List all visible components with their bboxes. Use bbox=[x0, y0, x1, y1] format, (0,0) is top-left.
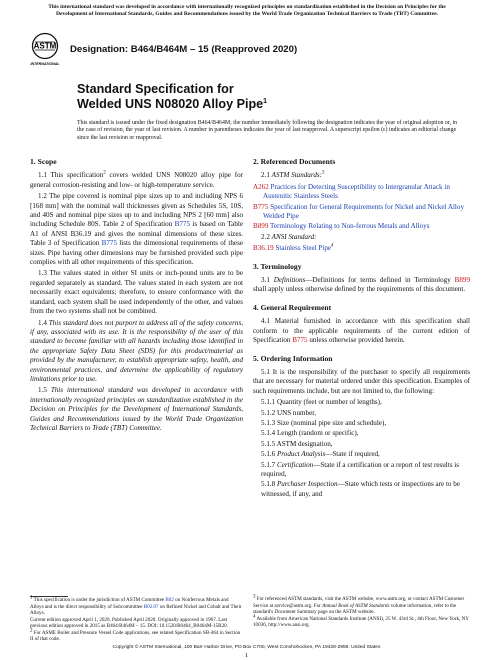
designation bbox=[70, 44, 297, 55]
para-4-1: 4.1 Material furnished in accordance with this specification shall conform to the applicable requirements of the current edition of Specification B775 unless otherwise provided herein. bbox=[253, 317, 470, 345]
section-2-heading: 2. Referenced Documents bbox=[253, 157, 336, 166]
title-line-2: Welded UNS N08020 Alloy Pipe$^1$ bbox=[77, 97, 268, 111]
ref-b36-19: B36.19 Stainless Steel Pipe$^4$ bbox=[253, 243, 334, 253]
link-b899[interactable]: B899 bbox=[253, 222, 269, 231]
footnote-4: $^4$ Available from American National Standards Institute (ANSI), 25 W. 43rd St., 4th Floor, New York, NY 10036, http://www.ansi.org. bbox=[253, 613, 469, 628]
link-b02-07[interactable]: B02.07 bbox=[143, 603, 159, 610]
footnotes-left bbox=[30, 596, 243, 643]
svg-text:INTERNATIONAL: INTERNATIONAL bbox=[30, 62, 60, 66]
ansi-standard-label: 2.2 ANSI Standard: bbox=[261, 232, 317, 241]
document-title bbox=[77, 82, 267, 112]
para-1-5: 1.5 This international standard was developed in accordance with internationally recognized principles on standardization established in the Decision on Principles for the Development of International Standards, Guides and Recommendations issued by the World Trade Organization Technical Barriers to Trade (TBT) Committee. bbox=[30, 386, 243, 432]
para-1-2: 1.2 The pipe covered is nominal pipe sizes up to and including NPS 6 [168 mm] with the nominal wall thicknesses given as Schedules 5S, 10S, and 40S and nominal pipe sizes up to and including NPS 2 [60 mm] also including Schedule 80S. Table 2 of Specification B775 is based on Table A1 of ANSI B36.19 and gives the nominal dimensions of these sizes. Table 3 of Specification B775 lists the dimensional requirements of these sizes. Pipe having other dimensions may be furnished provided such pipe complies with all other requirements of this specification. bbox=[30, 192, 243, 267]
astm-logo-icon bbox=[30, 32, 60, 68]
reapproved: (Reapproved 2020) bbox=[211, 44, 298, 55]
footnote-1: $^1$ This specification is under the jurisdiction of ASTM Committee B02 on Nonferrous Metals and Alloys and is the direct responsibility of Subcommittee B02.07 on Refined Nickel and Cobalt and Their Alloys. bbox=[30, 595, 242, 616]
page-number: 1 bbox=[244, 652, 249, 659]
link-b775[interactable]: B775 bbox=[174, 220, 190, 229]
link-b899[interactable]: B899 bbox=[454, 276, 471, 285]
list-item: 5.1.4 Length (random or specific), bbox=[261, 429, 359, 438]
para-5-1: 5.1 It is the responsibility of the purchaser to specify all requirements that are necessary for material ordered under this specification. Examples of such requirements include, but are not limited to, the following: bbox=[253, 367, 470, 395]
para-1-4: 1.4 This standard does not purport to address all of the safety concerns, if any, associated with its use. It is the responsibility of the user of this standard to become familiar with all hazards including those identified in the appropriate Safety Data Sheet (SDS) for this product/material as provided by the manufacturer, to establish appropriate safety, health, and environmental practices, and determine the applicability of regulatory limitations prior to use. bbox=[30, 318, 244, 383]
ref-b775: B775 Specification for General Requirements for Nickel and Nickel Alloy Welded Pipe bbox=[253, 202, 464, 221]
para-1-1: 1.1 This specification$^2$ covers welded UNS N08020 alloy pipe for general corrosion-resisting and low- or high-temperature service. bbox=[30, 171, 243, 189]
left-column bbox=[30, 157, 243, 435]
link-b02[interactable]: B02 bbox=[165, 597, 174, 603]
link-b775[interactable]: B775 bbox=[292, 336, 308, 345]
ref-a262: A262 Practices for Detecting Susceptibility to Intergranular Attack in Austenitic Stainless Steels bbox=[253, 182, 450, 201]
list-item: 5.1.2 UNS number, bbox=[261, 408, 317, 417]
link-a262[interactable]: A262 bbox=[253, 182, 269, 191]
footnote-1-edition: Current edition approved April 1, 2020. Published April 2020. Originally approved in 1967. Last previous edition approved in 2015 as B464/B464M – 15. DOI: 10.1520/B0464_B0464M-15R20. bbox=[30, 616, 228, 629]
link-b775[interactable]: B775 bbox=[101, 239, 118, 248]
footnotes-right bbox=[253, 596, 470, 629]
ref-b899: B899 Terminology Relating to Non-ferrous Metals and Alloys bbox=[253, 222, 430, 231]
link-b775[interactable]: B775 bbox=[253, 202, 269, 211]
astm-logo bbox=[30, 32, 60, 68]
footnote-2: $^2$ For ASME Boiler and Pressure Vessel Code applications, see related Specification SB-464 in Section II of that code. bbox=[30, 627, 241, 642]
list-item: 5.1.8 Purchaser Inspection—State which tests or inspections are to be witnessed, if any, and bbox=[261, 480, 460, 498]
title-line-1: Standard Specification for bbox=[77, 82, 234, 96]
standards-notice: This international standard was developed in accordance with internationally recognized principles on standardization established in the Decision on Principles for the Development of International Standards, Guides and Recommendations issued by the World Trade Organization Technical Barriers to Trade (TBT) Committee. bbox=[48, 4, 446, 17]
astm-standards-label: 2.1 ASTM Standards:$^3$ bbox=[261, 171, 325, 180]
list-item: 5.1.6 Product Analysis—State if required, bbox=[261, 450, 380, 459]
footnote-3: $^3$ For referenced ASTM standards, visit the ASTM website, www.astm.org, or contact ASTM Customer Service at service@astm.org. For Annual Book of ASTM Standards volume information, refer to the standard's Document Summary page on the ASTM website. bbox=[253, 594, 465, 615]
para-1-3: 1.3 The values stated in either SI units or inch-pound units are to be regarded separately as standard. The values stated in each system are not necessarily exact equivalents; therefore, to ensure conformance with the standard, each system shall be used independently of the other, and values from the two systems shall not be combined. bbox=[30, 269, 243, 316]
list-item: 5.1.3 Size (nominal pipe size and schedule), bbox=[261, 418, 387, 427]
list-item: 5.1.7 Certification—State if a certification or a report of test results is required, bbox=[261, 460, 460, 478]
right-column bbox=[253, 157, 470, 500]
link-b36-19[interactable]: B36.19 bbox=[253, 244, 274, 253]
section-1-heading: 1. Scope bbox=[30, 157, 57, 166]
para-3-1: 3.1 Definitions—Definitions for terms defined in Terminology B899 shall apply unless otherwise defined by the requirements of this document. bbox=[253, 276, 471, 294]
designation-number: Designation: B464/B464M – 15 bbox=[70, 44, 209, 55]
list-item: 5.1.1 Quantity (feet or number of lengths), bbox=[261, 398, 382, 407]
section-4-heading: 4. General Requirement bbox=[253, 302, 332, 312]
section-3-heading: 3. Terminology bbox=[253, 261, 302, 271]
section-5-heading: 5. Ordering Information bbox=[253, 353, 333, 363]
list-item: 5.1.5 ASTM designation, bbox=[261, 439, 333, 448]
svg-text:ASTM: ASTM bbox=[33, 41, 57, 51]
copyright: Copyright © ASTM International, 100 Barr Harbor Drive, PO Box C700, West Conshohocken, PA 19428-2959. United States bbox=[112, 645, 381, 650]
issued-note: This standard is issued under the fixed designation B464/B464M; the number immediately following the designation indicates the year of original adoption or, in the case of revision, the year of last revision. A number in parentheses indicates the year of last reapproval. A superscript epsilon (ε) indicates an editorial change since the last revision or reapproval. bbox=[77, 120, 458, 141]
